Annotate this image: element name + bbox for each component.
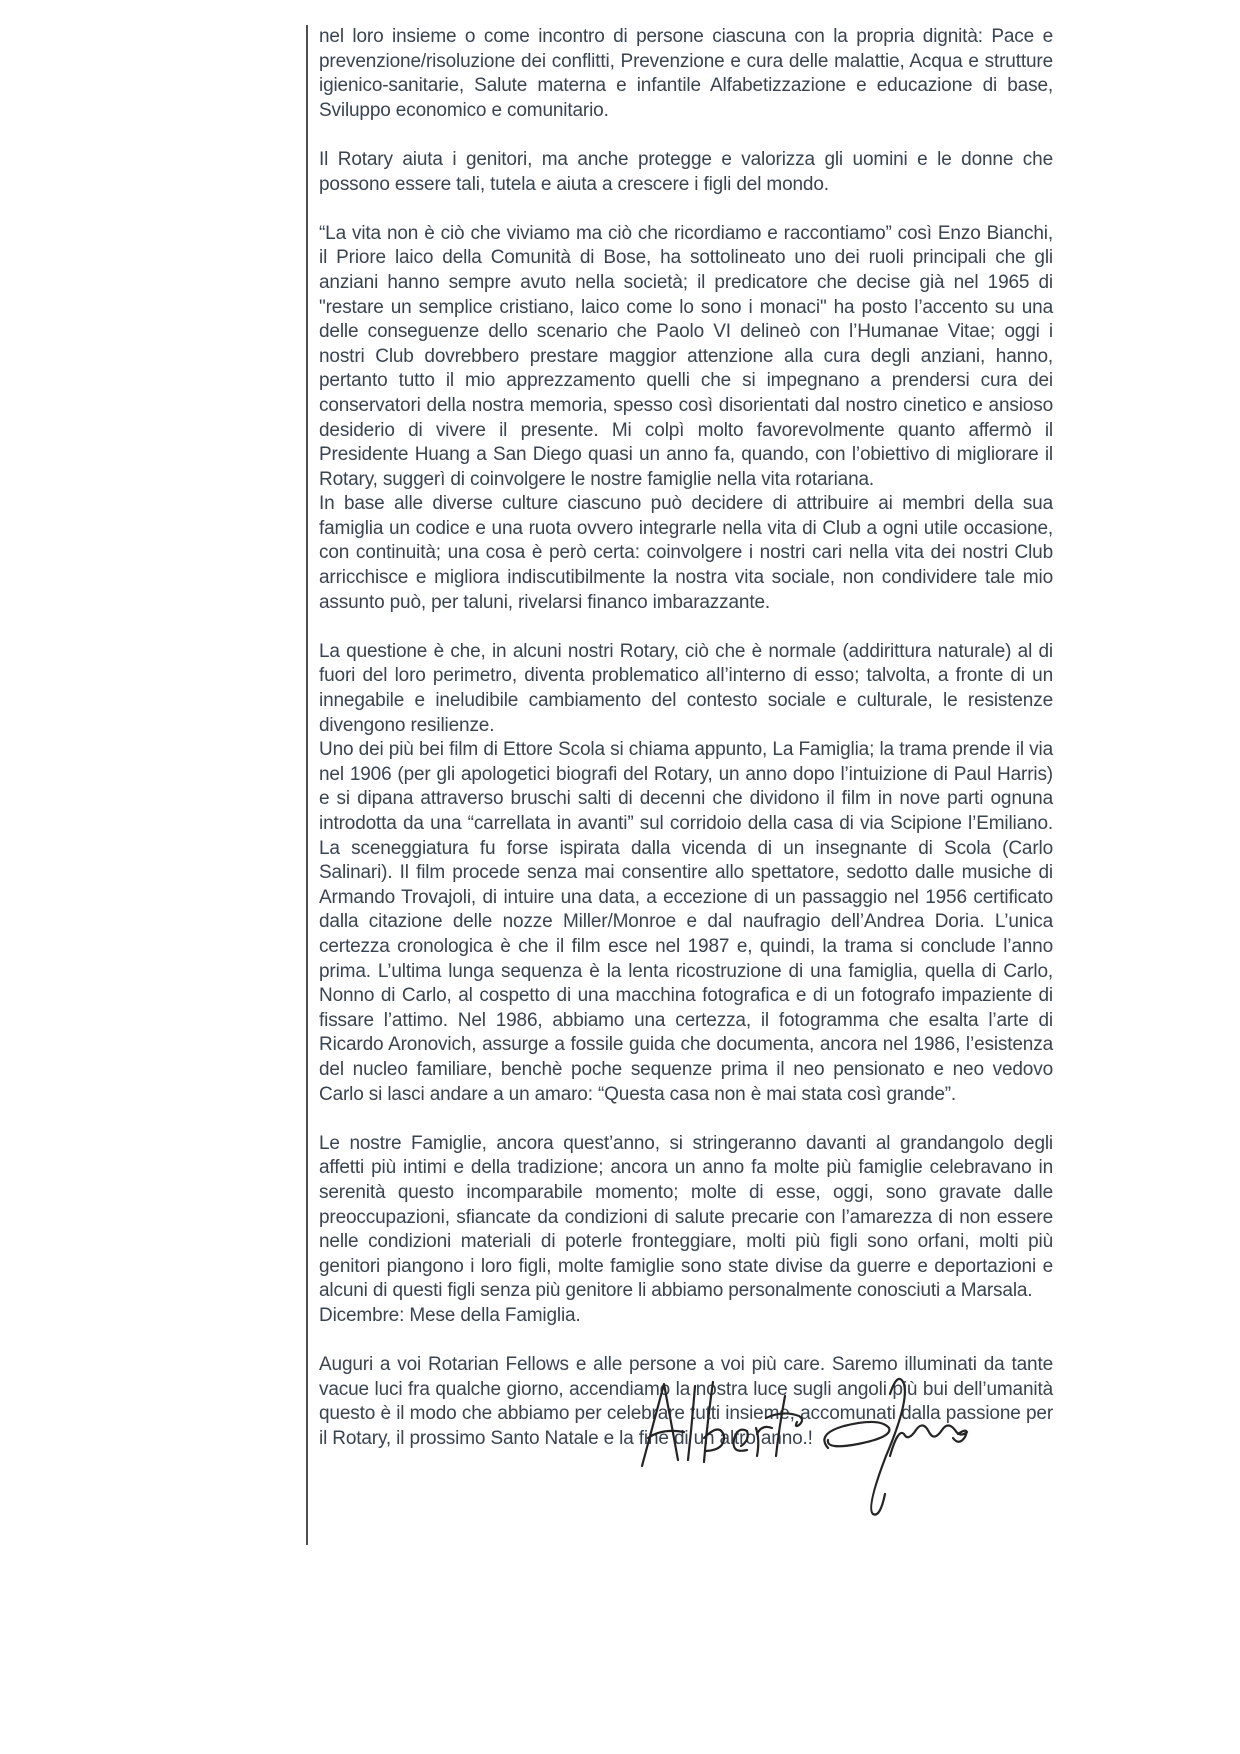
paragraph-line: Uno dei più bei film di Ettore Scola si chiama appunto, La Famiglia; la trama prende il via nel 1906 (per gli apologetici biografi del Rotary, un anno dopo l’intuizione di Paul Harris) e si dipana attraverso bruschi salti di decenni che dividono il film in nove parti ognuna introdotta da una “carrellata in avanti” sul corridoio della casa di via Scipione l’Emiliano. La sceneggiatura fu forse ispirata dalla vicenda di un insegnante di Scola (Carlo Salinari). Il film procede senza mai consentire allo spettatore, sedotto dalle musiche di Armando Trovajoli, di intuire una data, a eccezione di un passaggio nel 1956 certificato dalla citazione delle nozze Miller/Monroe e dal naufragio dell’Andrea Doria. L’unica certezza cronologica è che il film esce nel 1987 e, quindi, la trama si conclude l’anno prima. L’ultima lunga sequenza è la lenta ricostruzione di una famiglia, quella di Carlo, Nonno di Carlo, al cospetto di una macchina fotografica e di un fotografo impaziente di fissare l’attimo. Nel 1986, abbiamo una certezza, il fotogramma che esalta l’arte di Ricardo Aronovich, assurge a fossile guida che documenta, ancora nel 1986, l’esistenza del nucleo familiare, benchè poche sequenze prima il neo pensionato e neo vedovo Carlo si lasci andare a un amaro: “Questa casa non è mai stata così grande”. xyxy=(319,739,1053,1105)
paragraph-line: Il Rotary aiuta i genitori, ma anche protegge e valorizza gli uomini e le donne che possono essere tali, tutela e aiuta a crescere i figli del mondo. xyxy=(319,148,1053,195)
paragraph-line: Le nostre Famiglie, ancora quest’anno, si stringeranno davanti al grandangolo degli affetti più intimi e della tradizione; ancora un anno fa molte più famiglie celebravano in serenità questo incomparabile momento; molte di esse, oggi, sono gravate dalle preoccupazioni, sfiancate da condizioni di salute precarie con l’amarezza di non essere nelle condizioni materiali di poterle fronteggiare, molti più figli sono orfani, molti più genitori piangono i loro figli, molte famiglie sono state divise da guerre e deportazioni e alcuni di questi figli senza più genitore li abbiamo personalmente conosciuti a Marsala. xyxy=(319,1132,1053,1302)
paragraph-block xyxy=(319,148,1053,197)
paragraph-line: In base alle diverse culture ciascuno può decidere di attribuire ai membri della sua famiglia un codice e una ruota ovvero integrarle nella vita di Club a ogni utile occasione, con continuità; una cosa è però certa: coinvolgere i nostri cari nella vita dei nostri Club arricchisce e migliora indiscutibilmente la nostra vita sociale, non condividere tale mio assunto può, per taluni, rivelarsi financo imbarazzante. xyxy=(319,493,1053,613)
handwritten-signature xyxy=(628,1362,973,1537)
paragraph-line: Auguri a voi Rotarian Fellows e alle persone a voi più care. Saremo illuminati da tante vacue luci fra qualche giorno, accendiamo la nostra luce sugli angoli più bui dell’umanità questo è il modo che abbiamo per celebrare tutti insieme, accomunati dalla passione per il Rotary, il prossimo Santo Natale e la fine di un altro anno.! xyxy=(319,1354,1053,1449)
left-margin-rule xyxy=(306,25,308,1545)
paragraph-block xyxy=(319,25,1053,123)
paragraph-block xyxy=(319,1132,1053,1329)
letter-body xyxy=(319,25,1053,1476)
paragraph-block xyxy=(319,640,1053,1107)
paragraph-line: nel loro insieme o come incontro di persone ciascuna con la propria dignità: Pace e prevenzione/risoluzione dei conflitti, Prevenzione e cura delle malattie, Acqua e strutture igienico-sanitarie, Salute materna e infantile Alfabetizzazione e educazione di base, Sviluppo economico e comunitario. xyxy=(319,26,1053,121)
paragraph-line: “La vita non è ciò che viviamo ma ciò che ricordiamo e raccontiamo” così Enzo Bianchi, il Priore laico della Comunità di Bose, ha sottolineato uno dei ruoli principali che gli anziani hanno sempre avuto nella società; il predicatore che decise già nel 1965 di "restare un semplice cristiano, laico come lo sono i monaci" ha posto l’accento su una delle conseguenze dello scenario che Paolo VI delineò con l’Humanae Vitae; oggi i nostri Club dovrebbero prestare maggior attenzione alla cura degli anziani, hanno, pertanto tutto il mio apprezzamento quelli che si impegnano a prendersi cura dei conservatori della nostra memoria, spesso così disorientati dal nostro cinetico e ansioso desiderio di vivere il presente. Mi colpì molto favorevolmente quanto affermò il Presidente Huang a San Diego quasi un anno fa, quando, con l’obiettivo di migliorare il Rotary, suggerì di coinvolgere le nostre famiglie nella vita rotariana. xyxy=(319,222,1053,490)
paragraph-line: La questione è che, in alcuni nostri Rotary, ciò che è normale (addirittura naturale) al di fuori del loro perimetro, diventa problematico all’interno di esso; talvolta, a fronte di un innegabile e ineludibile cambiamento del contesto sociale e culturale, le resistenze divengono resilienze. xyxy=(319,640,1053,736)
paragraph-block xyxy=(319,222,1053,616)
paragraph-line: Dicembre: Mese della Famiglia. xyxy=(319,1304,581,1326)
